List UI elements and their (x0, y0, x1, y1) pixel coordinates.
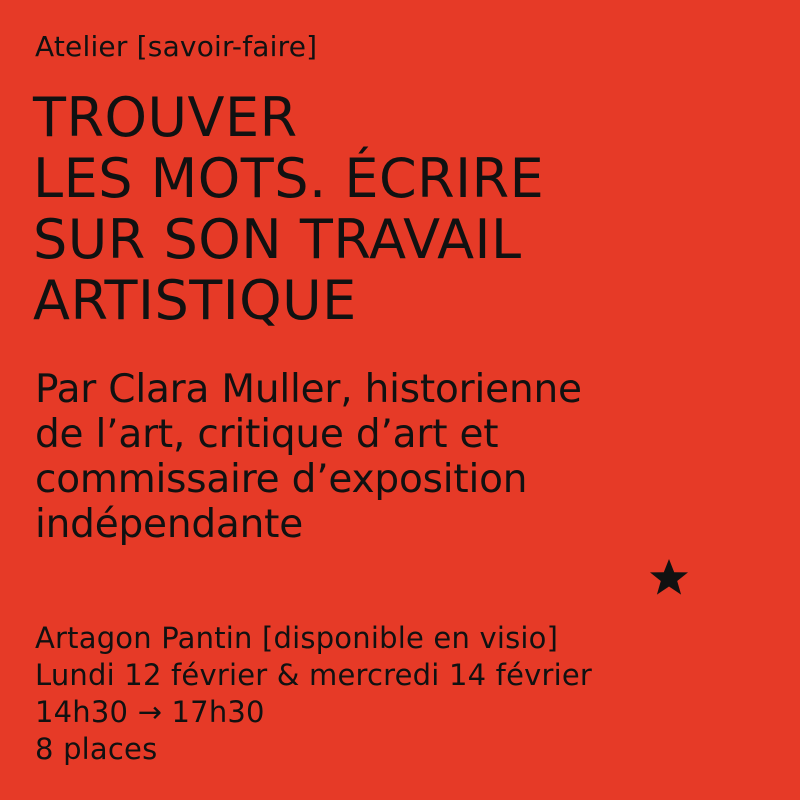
speaker-line: indépendante (35, 502, 304, 547)
star-icon (647, 556, 691, 600)
event-title (33, 87, 544, 331)
event-capacity: 8 places (35, 732, 158, 766)
event-location: Artagon Pantin [disponible en visio] (35, 621, 559, 655)
event-details (35, 620, 592, 768)
event-category: Atelier [savoir-faire] (35, 30, 318, 63)
event-dates: Lundi 12 février & mercredi 14 février (35, 658, 593, 692)
title-line: LES MOTS. ÉCRIRE (33, 147, 545, 210)
speaker-line: Par Clara Muller, historienne (35, 367, 582, 412)
title-line: ARTISTIQUE (33, 269, 357, 332)
speaker-line: de l’art, critique d’art et (35, 412, 499, 457)
speaker-description (35, 367, 582, 547)
title-line: SUR SON TRAVAIL (33, 208, 522, 271)
event-time: 14h30 → 17h30 (35, 695, 265, 729)
title-line: TROUVER (33, 86, 298, 149)
speaker-line: commissaire d’exposition (35, 457, 528, 502)
